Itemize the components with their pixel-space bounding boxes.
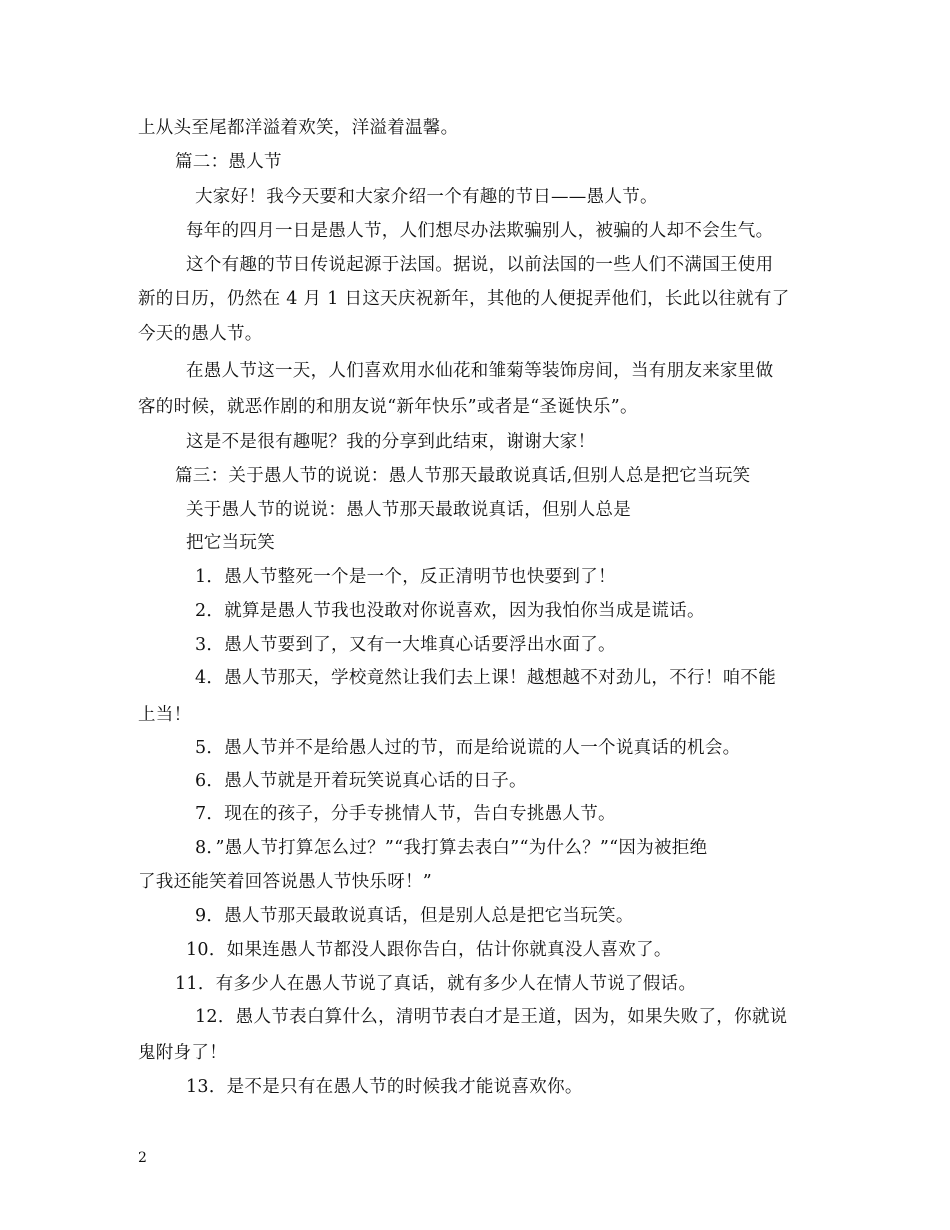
list-item: 9．愚人节那天最敢说真话，但是别人总是把它当玩笑。 [195,906,634,926]
text-line: 在愚人节这一天，人们喜欢用水仙花和雏菊等装饰房间，当有朋友来家里做 [186,361,774,381]
list-item: 1．愚人节整死一个是一个，反正清明节也快要到了！ [195,567,616,587]
list-item-continuation: 鬼附身了！ [138,1043,227,1063]
text-line: 大家好！我今天要和大家介绍一个有趣的节日——愚人节。 [195,187,658,207]
text-line: 每年的四月一日是愚人节，人们想尽办法欺骗别人，被骗的人却不会生气。 [186,221,774,241]
list-item: 10．如果连愚人节都没人跟你告白，估计你就真没人喜欢了。 [186,940,672,960]
list-item: 4．愚人节那天，学校竟然让我们去上课！越想越不对劲儿，不行！咱不能 [195,668,777,688]
list-item: 6．愚人节就是开着玩笑说真心话的日子。 [195,771,527,791]
list-item: 2．就算是愚人节我也没敢对你说喜欢，因为我怕你当成是谎话。 [195,601,705,621]
list-item: 7．现在的孩子，分手专挑情人节，告白专挑愚人节。 [195,804,616,824]
text-line: 这是不是很有趣呢？我的分享到此结束，谢谢大家！ [186,432,596,452]
text-line: 上从头至尾都洋溢着欢笑，洋溢着温馨。 [138,118,459,138]
section-heading: 篇三：关于愚人节的说说：愚人节那天最敢说真话,但别人总是把它当玩笑 [175,466,751,486]
section-heading: 篇二：愚人节 [175,152,282,172]
list-item: 8．”愚人节打算怎么过？”“我打算去表白”“为什么？”“因为被拒绝 [195,838,708,858]
text-line: 关于愚人节的说说：愚人节那天最敢说真话，但别人总是 [186,500,631,520]
text-line: 这个有趣的节日传说起源于法国。据说，以前法国的一些人们不满国王使用 [186,255,774,275]
page-number: 2 [138,1150,147,1166]
list-item-continuation: 了我还能笑着回答说愚人节快乐呀！” [138,872,433,892]
list-item: 11．有多少人在愚人节说了真话，就有多少人在情人节说了假话。 [175,974,697,994]
list-item-continuation: 上当！ [138,705,192,725]
text-line: 客的时候，就恶作剧的和朋友说“新年快乐”或者是“圣诞快乐”。 [138,397,638,417]
text-line: 今天的愚人节。 [138,324,263,344]
list-item: 3．愚人节要到了，又有一大堆真心话要浮出水面了。 [195,635,616,655]
list-item: 13．是不是只有在愚人节的时候我才能说喜欢你。 [186,1077,583,1097]
list-item: 12．愚人节表白算什么，清明节表白才是王道，因为，如果失败了，你就说 [195,1007,788,1027]
text-line: 把它当玩笑 [186,533,275,553]
list-item: 5．愚人节并不是给愚人过的节，而是给说谎的人一个说真话的机会。 [195,738,741,758]
text-line: 新的日历，仍然在 4 月 1 日这天庆祝新年，其他的人便捉弄他们，长此以往就有了 [138,289,790,309]
